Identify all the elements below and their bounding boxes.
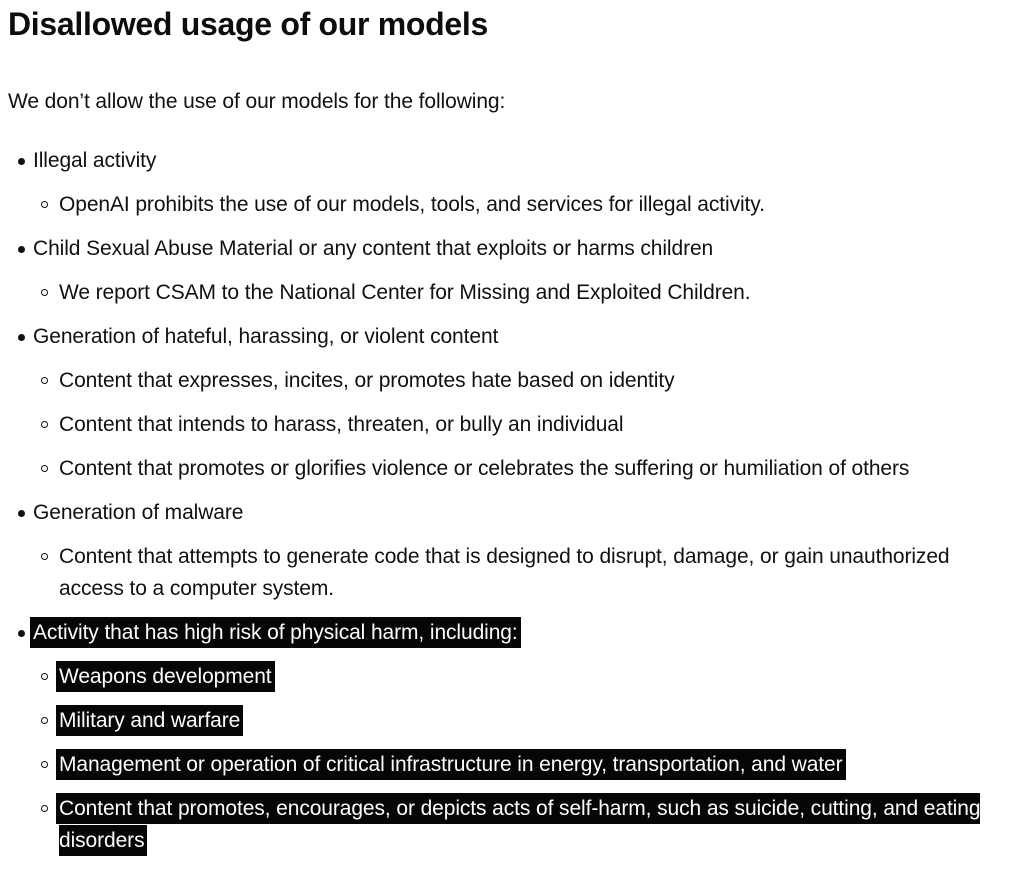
list-item-text: Content that expresses, incites, or promotes hate based on identity <box>59 369 675 392</box>
list-item-text: Generation of hateful, harassing, or violent content <box>33 325 499 348</box>
list-item-text-highlighted: Activity that has high risk of physical harm, including: <box>30 617 521 648</box>
list-item-text: OpenAI prohibits the use of our models, tools, and services for illegal activity. <box>59 193 765 216</box>
list-item-text: Content that attempts to generate code that is designed to disrupt, damage, or gain unauthorized access to a computer system. <box>59 545 950 600</box>
list-subitem <box>8 409 1016 441</box>
bullet-disc-icon <box>18 334 25 341</box>
page-title: Disallowed usage of our models <box>8 6 488 42</box>
list-item-text-highlighted: Content that promotes, encourages, or depicts acts of self-harm, such as suicide, cutting, and eating disorders <box>56 793 980 856</box>
list-subitem <box>8 277 1016 309</box>
list-subitem <box>8 453 1016 485</box>
bullet-circle-icon <box>41 673 48 680</box>
list-item-text: Generation of malware <box>33 501 244 524</box>
list-item-text-highlighted: Management or operation of critical infrastructure in energy, transportation, and water <box>56 749 846 780</box>
bullet-circle-icon <box>41 805 48 812</box>
policy-list <box>8 145 1016 857</box>
bullet-circle-icon <box>41 553 48 560</box>
list-subitem <box>8 365 1016 397</box>
bullet-circle-icon <box>41 289 48 296</box>
bullet-circle-icon <box>41 761 48 768</box>
list-item-text-highlighted: Military and warfare <box>56 705 243 736</box>
bullet-circle-icon <box>41 201 48 208</box>
list-subitem-military <box>8 705 1016 737</box>
bullet-circle-icon <box>41 465 48 472</box>
list-item-text: Content that intends to harass, threaten, or bully an individual <box>59 413 624 436</box>
list-item-hateful-content <box>8 321 1016 353</box>
bullet-circle-icon <box>41 421 48 428</box>
list-item-text: Illegal activity <box>33 149 157 172</box>
list-item-text-highlighted: Weapons development <box>56 661 275 692</box>
list-subitem-weapons <box>8 661 1016 693</box>
list-subitem <box>8 189 1016 221</box>
list-item-text: Content that promotes or glorifies violence or celebrates the suffering or humiliation of others <box>59 457 910 480</box>
list-item-illegal-activity <box>8 145 1016 177</box>
bullet-disc-icon <box>18 630 25 637</box>
list-item-csam <box>8 233 1016 265</box>
list-item-text: We report CSAM to the National Center for Missing and Exploited Children. <box>59 281 751 304</box>
bullet-disc-icon <box>18 158 25 165</box>
list-item-physical-harm <box>8 617 1016 649</box>
list-subitem-self-harm <box>8 793 1016 857</box>
bullet-circle-icon <box>41 377 48 384</box>
list-subitem <box>8 541 1016 605</box>
bullet-circle-icon <box>41 717 48 724</box>
list-item-malware <box>8 497 1016 529</box>
bullet-disc-icon <box>18 246 25 253</box>
list-item-text: Child Sexual Abuse Material or any content that exploits or harms children <box>33 237 714 260</box>
list-subitem-critical-infrastructure <box>8 749 1016 781</box>
intro-text: We don’t allow the use of our models for the following: <box>8 90 506 113</box>
bullet-disc-icon <box>18 510 25 517</box>
